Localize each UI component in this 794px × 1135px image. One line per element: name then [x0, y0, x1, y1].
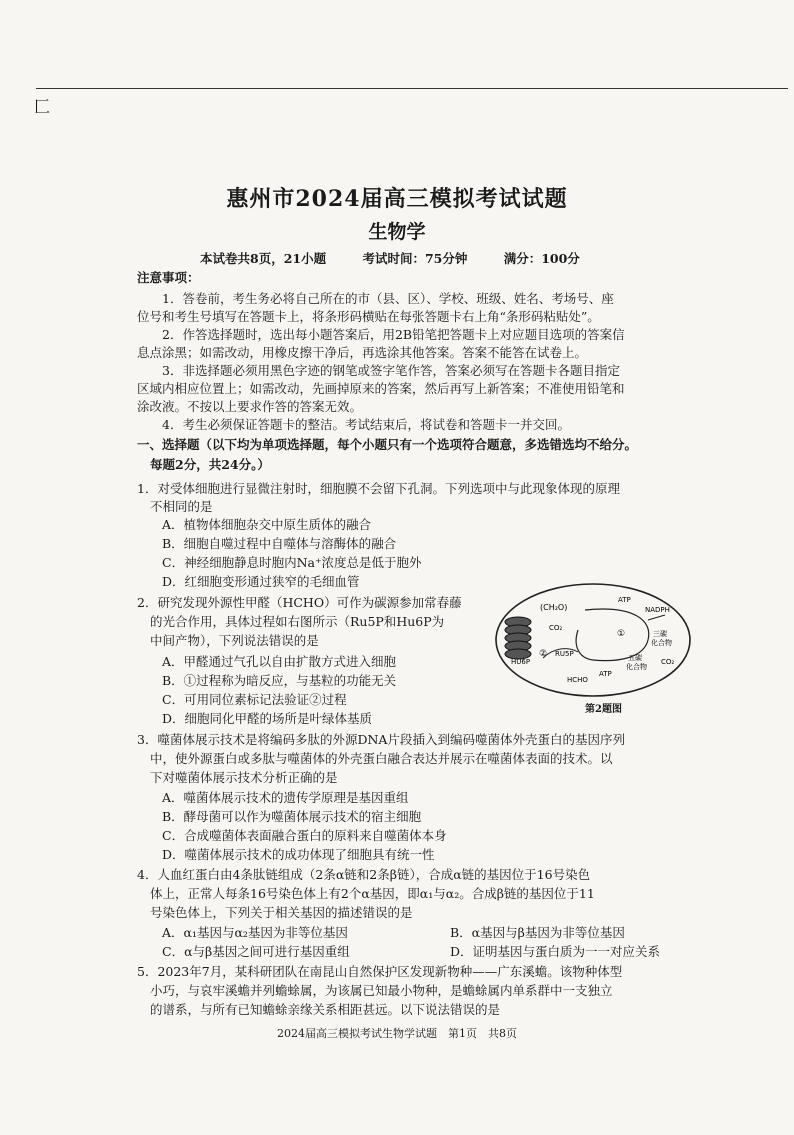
atp-top-label: ATP — [618, 596, 631, 604]
grana-stack-icon — [505, 617, 531, 659]
q2-option-b: B．①过程称为暗反应，与基粒的功能无关 — [162, 673, 397, 688]
note-line: 1．答卷前，考生务必将自己所在的市（县、区）、学校、班级、姓名、考场号、座 — [162, 291, 614, 306]
q4-option-b: B．α基因与β基因为非等位基因 — [450, 925, 625, 940]
note-line: 区域内相应位置上；如需改动，先画掉原来的答案，然后再写上新答案；不准使用铅笔和 — [137, 381, 625, 396]
exam-subject: 生物学 — [368, 221, 426, 243]
q3-option-d: D．噬菌体展示技术的成功体现了细胞具有统一性 — [162, 847, 435, 862]
q1-option-a: A．植物体细胞杂交中原生质体的融合 — [162, 517, 372, 532]
c5-label-2: 化合物 — [626, 663, 647, 671]
co2-out-label: CO₂ — [661, 658, 675, 666]
q2-option-c: C．可用同位素标记法验证②过程 — [162, 692, 347, 707]
note-line: 位号和考生号填写在答题卡上，将条形码横贴在每张答题卡右上角“条形码粘贴处”。 — [137, 309, 600, 324]
figure-caption: 第2题图 — [585, 704, 622, 715]
corner-mark: 匚 — [34, 97, 51, 116]
q5-stem: 的谱系，与所有已知蟾蜍亲缘关系相距甚远。以下说法错误的是 — [150, 1002, 501, 1017]
note-line: 涂改液。不按以上要求作答的答案无效。 — [137, 399, 363, 414]
note-line: 4．考生必须保证答题卡的整洁。考试结束后，将试卷和答题卡一并交回。 — [162, 417, 570, 432]
exam-info — [200, 249, 612, 267]
q1-option-b: B．细胞自噬过程中自噬体与溶酶体的融合 — [162, 536, 397, 551]
q1-stem: 1．对受体细胞进行显微注射时，细胞膜不会留下孔洞。下列选项中与此现象体现的原理 — [137, 481, 620, 496]
ru5p-label: RU5P — [555, 650, 574, 658]
q3-stem: 下对噬菌体展示技术分析正确的是 — [150, 770, 338, 785]
hcho-label: HCHO — [567, 676, 588, 684]
section-heading-cont: 每题2分，共24分。） — [150, 457, 270, 472]
note-line: 3．非选择题必须用黑色字迹的钢笔或签字笔作答，答案必须写在答题卡各题目指定 — [162, 363, 620, 378]
q3-option-b: B．酵母菌可以作为噬菌体展示技术的宿主细胞 — [162, 809, 422, 824]
nadph-label: NADPH — [645, 606, 670, 614]
q4-stem: 4．人血红蛋白由4条肽链组成（2条α链和2条β链），合成α链的基因位于16号染色 — [137, 867, 591, 882]
section-heading: 一、选择题（以下均为单项选择题，每个小题只有一个选项符合题意，多选错选均不给分。 — [137, 437, 638, 452]
note-line: 2．作答选择题时，选出每小题答案后，用2B铅笔把答题卡上对应题目选项的答案信 — [162, 327, 625, 342]
c3-label-2: 化合物 — [651, 639, 672, 647]
hu6p-label: HU6P — [511, 658, 531, 666]
step1-label: ① — [617, 629, 626, 639]
q1-option-c: C．神经细胞静息时胞内Na⁺浓度总是低于胞外 — [162, 555, 422, 570]
q4-stem: 体上，正常人每条16号染色体上有2个α基因，即α₁与α₂。合成β链的基因位于11 — [150, 886, 595, 901]
page-footer: 2024届高三模拟考试生物学试题 第1页 共8页 — [277, 1027, 517, 1040]
q1-option-d: D．红细胞变形通过狭窄的毛细血管 — [162, 574, 360, 589]
q2-option-a: A．甲醛通过气孔以自由扩散方式进入细胞 — [162, 654, 397, 669]
q3-option-a: A．噬菌体展示技术的遗传学原理是基因重组 — [162, 790, 409, 805]
q4-option-c: C．α与β基因之间可进行基因重组 — [162, 944, 350, 959]
notes-heading: 注意事项： — [137, 270, 200, 285]
page-count: 本试卷共8页，21小题 — [200, 251, 327, 266]
chloroplast-diagram — [493, 580, 693, 715]
c3-label-1: 三碳 — [653, 630, 667, 638]
atp-bottom-label: ATP — [599, 670, 612, 678]
q4-option-a: A．α₁基因与α₂基因为非等位基因 — [162, 925, 348, 940]
q2-option-d: D．细胞同化甲醛的场所是叶绿体基质 — [162, 711, 373, 726]
q1-stem: 不相同的是 — [150, 499, 213, 514]
exam-time: 考试时间：75分钟 — [362, 251, 468, 266]
q5-stem: 5．2023年7月，某科研团队在南昆山自然保护区发现新物种——广东溪蟾。该物种体型 — [137, 964, 623, 979]
q3-stem: 中，使外源蛋白或多肽与噬菌体的外壳蛋白融合表达并展示在噬菌体表面的技术。以 — [150, 751, 613, 766]
nadph-arrow — [648, 615, 665, 620]
calvin-cycle-arrow — [576, 609, 649, 661]
q3-option-c: C．合成噬菌体表面融合蛋白的原料来自噬菌体本身 — [162, 828, 447, 843]
note-line: 息点涂黑；如需改动，用橡皮擦干净后，再选涂其他答案。答案不能答在试卷上。 — [137, 345, 588, 360]
full-score: 满分：100分 — [503, 251, 580, 266]
q2-stem: 的光合作用，具体过程如右图所示（Ru5P和Hu6P为 — [150, 614, 445, 629]
step2-label: ② — [539, 649, 548, 659]
q4-option-d: D．证明基因与蛋白质为一一对应关系 — [450, 944, 661, 959]
c5-label-1: 五碳 — [628, 654, 642, 662]
q2-stem: 中间产物），下列说法错误的是 — [150, 633, 319, 648]
top-border-line — [36, 88, 788, 89]
co2-in-label: CO₂ — [549, 624, 563, 632]
q2-stem: 2．研究发现外源性甲醛（HCHO）可作为碳源参加常春藤 — [137, 595, 462, 610]
exam-title: 惠州市2024届高三模拟考试试题 — [226, 186, 568, 212]
q4-stem: 号染色体上，下列关于相关基因的描述错误的是 — [150, 905, 413, 920]
ch2o-label: (CH₂O) — [540, 603, 568, 612]
q5-stem: 小巧，与哀牢溪蟾并列蟾蜍属，为该属已知最小物种，是蟾蜍属内单系群中一支独立 — [150, 983, 613, 998]
q3-stem: 3．噬菌体展示技术是将编码多肽的外源DNA片段插入到编码噬菌体外壳蛋白的基因序列 — [137, 732, 625, 747]
